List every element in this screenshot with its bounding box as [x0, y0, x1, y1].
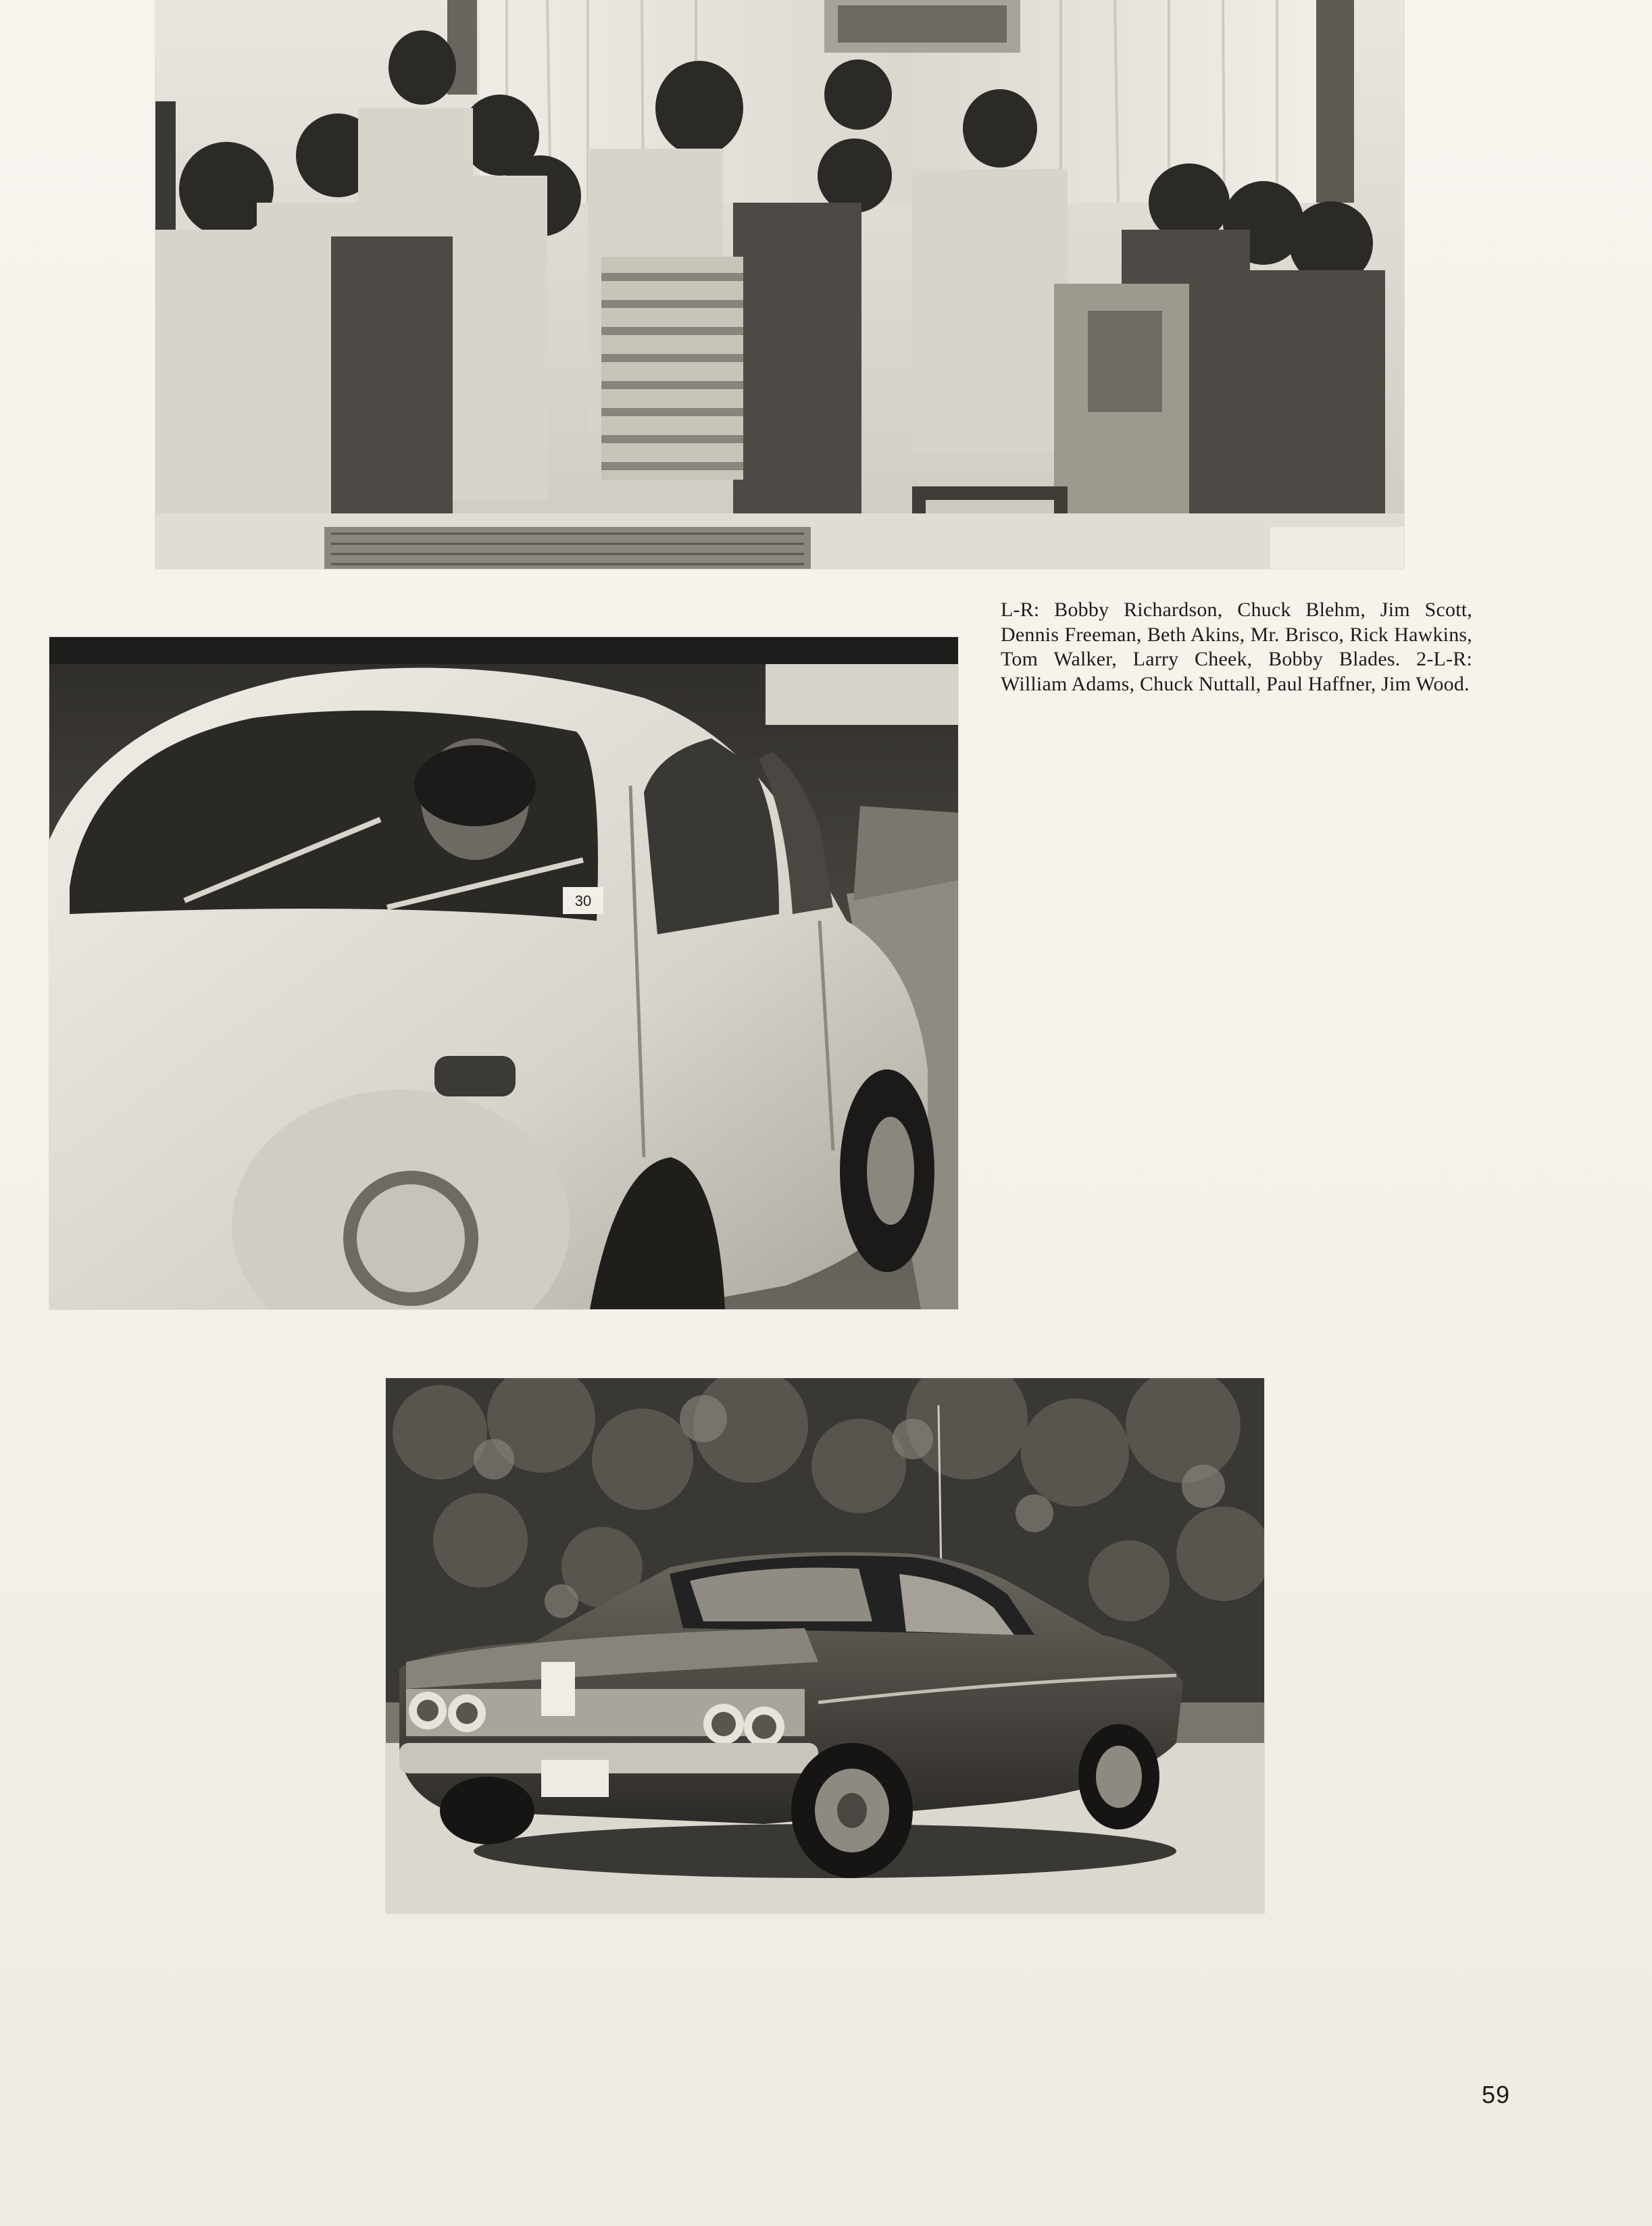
beetle-photo [49, 637, 958, 1309]
photo-caption: L-R: Bobby Richardson, Chuck Blehm, Jim Scott, Dennis Freeman, Beth Akins, Mr. Brisco, Rick Hawkins, Tom Walker, Larry Cheek, Bobby Blades. 2-L-R: William Adams, Chuck Nuttall, Paul Haffner, Jim Wood. [1001, 599, 1472, 695]
group-photo-image [155, 0, 1404, 569]
beetle-photo-image [49, 637, 958, 1309]
beetle-sticker-number: 30 [574, 892, 592, 909]
page-number: 59 [1482, 2081, 1511, 2108]
chevelle-photo [386, 1378, 1264, 1913]
group-photo [155, 0, 1404, 569]
chevelle-photo-image [386, 1378, 1264, 1913]
